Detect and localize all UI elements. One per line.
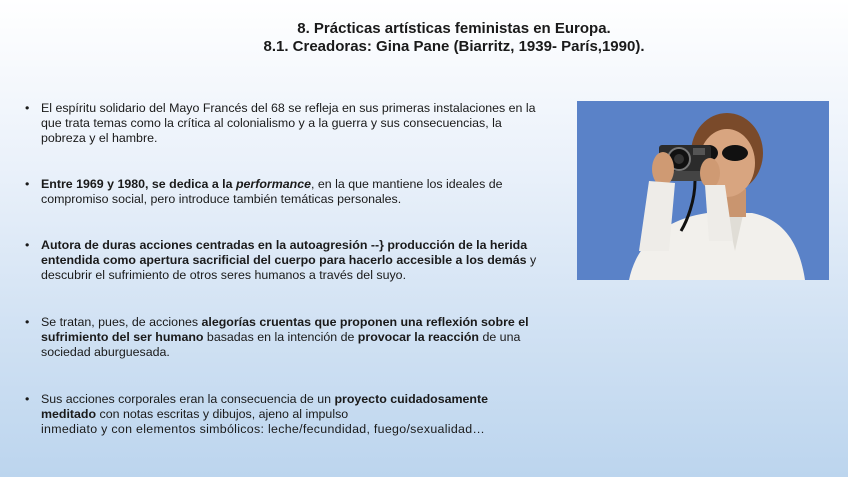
bullet-text: basadas en la intención de (203, 330, 358, 344)
bullet-text: de una sociedad aburguesada. (41, 330, 521, 359)
bullet-marker: • (25, 177, 30, 191)
bullet-item (25, 177, 545, 207)
slide-title (0, 20, 848, 56)
bullet-bold-text: provocar la reacción (357, 330, 480, 344)
bullet-item (25, 392, 545, 437)
bullet-text: Sus acciones corporales eran la consecuencia de un (41, 392, 335, 406)
bullet-text: y descubrir el sufrimiento de otros seres humanos a través del suyo. (41, 253, 537, 282)
bullet-bold-text: alegorías cruentas que proponen una reflexión sobre el sufrimiento del ser humano (41, 315, 529, 344)
title-line-2: 8.1. Creadoras: Gina Pane (Biarritz, 1939- París,1990). (263, 38, 645, 55)
bullet-item (25, 101, 545, 146)
bullet-marker: • (25, 101, 30, 115)
bullet-item (25, 315, 545, 360)
bullet-item (25, 238, 545, 283)
bullet-text: inmediato y con elementos simbólicos: leche/fecundidad, fuego/sexualidad… (41, 422, 486, 436)
bullet-list (25, 101, 545, 437)
photo-woman-with-camera (577, 101, 829, 280)
bullet-bold-text: Autora de duras acciones centradas en la autoagresión --} producción de la herida entendida como apertura sacrificial del cuerpo para hacerlo accesible a los demás (41, 238, 528, 267)
bullet-text: con notas escritas y dibujos, ajeno al impulso (96, 407, 349, 421)
title-line-1: 8. Prácticas artísticas feministas en Europa. (297, 20, 611, 37)
bullet-bold-text: proyecto cuidadosamente meditado (41, 392, 488, 421)
bullet-text: , en la que mantiene los ideales de compromiso social, pero introduce también temáticas personales. (41, 177, 503, 206)
photo-illustration (577, 101, 829, 280)
bullet-marker: • (25, 392, 30, 406)
bullet-text: Se tratan, pues, de acciones (41, 315, 202, 329)
bullet-italic-term: performance (235, 177, 311, 191)
bullet-marker: • (25, 315, 30, 329)
bullet-marker: • (25, 238, 30, 252)
bullet-bold-text: Entre 1969 y 1980, se dedica a la (41, 177, 236, 191)
bullet-text: El espíritu solidario del Mayo Francés del 68 se refleja en sus primeras instalaciones en la que trata temas como la crítica al colonialismo y a la guerra y sus consecuencias, la pobreza y el hambre. (41, 101, 536, 145)
